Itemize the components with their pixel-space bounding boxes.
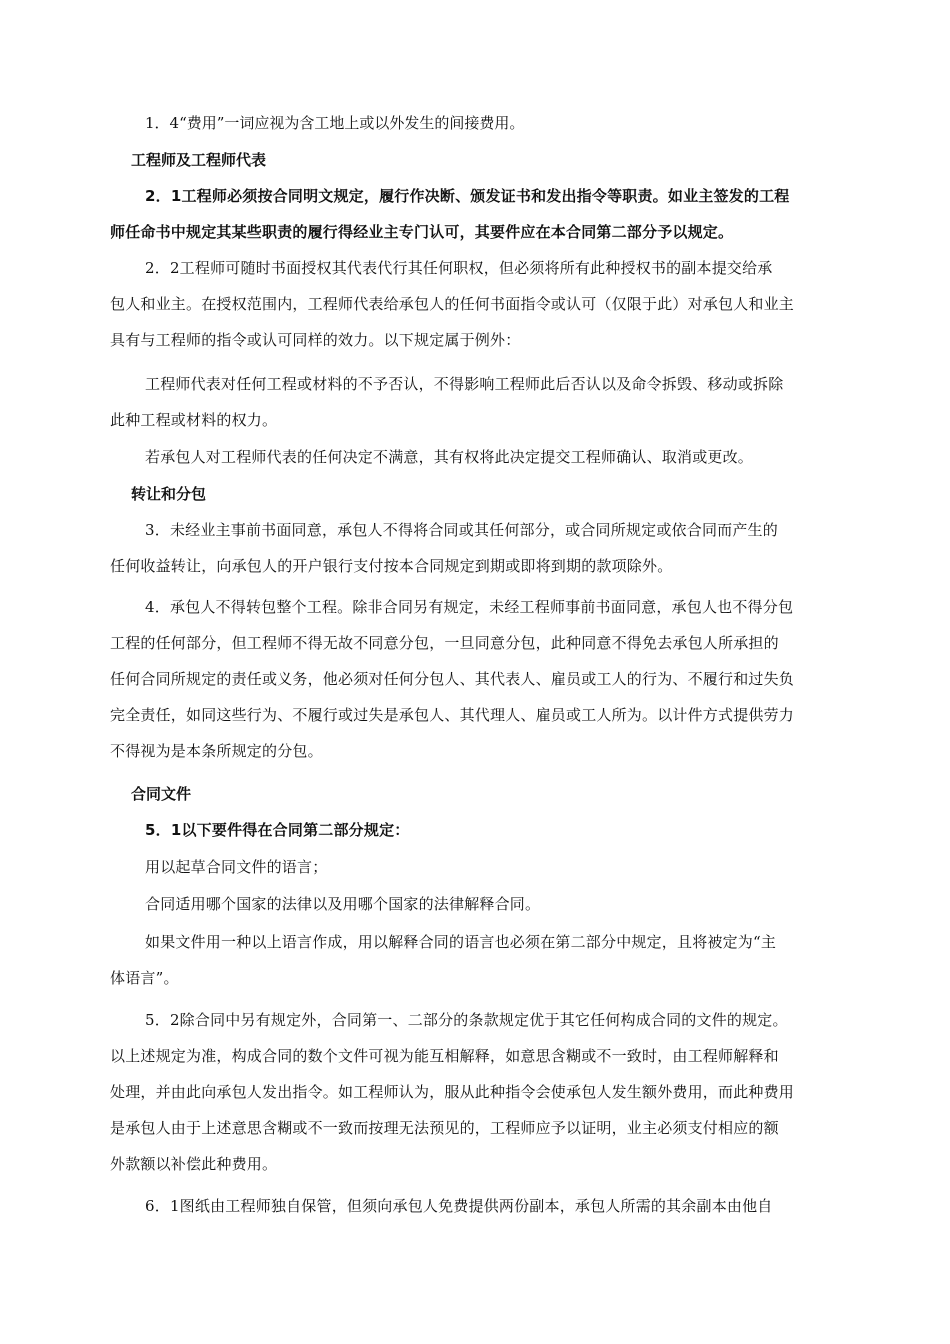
heading-assignment: 转让和分包: [131, 485, 207, 503]
para-4-line-4: 完全责任，如同这些行为、不履行或过失是承包人、其代理人、雇员或工人所为。以计件方式提供劳力: [110, 706, 795, 724]
para-2-2-a-line-2: 此种工程或材料的权力。: [110, 411, 278, 429]
para-2-2-line-3: 具有与工程师的指令或认可同样的效力。以下规定属于例外：: [110, 331, 521, 349]
para-5-1-c-line-1: 如果文件用一种以上语言作成，用以解释合同的语言也必须在第二部分中规定，且将被定为“主: [145, 933, 777, 951]
para-4-line-1: 4．承包人不得转包整个工程。除非合同另有规定，未经工程师事前书面同意，承包人也不得分包: [145, 598, 794, 616]
para-5-1-b: 合同适用哪个国家的法律以及用哪个国家的法律解释合同。: [145, 895, 541, 913]
para-3-line-1: 3．未经业主事前书面同意，承包人不得将合同或其任何部分，或合同所规定或依合同而产生的: [145, 521, 778, 539]
para-5-1: 5．1以下要件得在合同第二部分规定：: [145, 821, 410, 839]
para-5-2-line-5: 外款额以补偿此种费用。: [110, 1155, 278, 1173]
para-5-2-line-2: 以上述规定为准，构成合同的数个文件可视为能互相解释，如意思含糊或不一致时，由工程师解释和: [110, 1047, 779, 1065]
heading-engineer: 工程师及工程师代表: [131, 151, 267, 169]
para-4-line-5: 不得视为是本条所规定的分包。: [110, 742, 323, 760]
para-5-2-line-3: 处理，并由此向承包人发出指令。如工程师认为，服从此种指令会使承包人发生额外费用，而此种费用: [110, 1083, 795, 1101]
para-2-2-a-line-1: 工程师代表对任何工程或材料的不予否认，不得影响工程师此后否认以及命令拆毁、移动或拆除: [145, 375, 784, 393]
para-5-2-line-1: 5．2除合同中另有规定外，合同第一、二部分的条款规定优于其它任何构成合同的文件的规定。: [145, 1011, 788, 1029]
para-5-1-c-line-2: 体语言”。: [110, 969, 179, 987]
para-5-2-line-4: 是承包人由于上述意思含糊或不一致而按理无法预见的，工程师应予以证明，业主必须支付相应的额: [110, 1119, 779, 1137]
para-3-line-2: 任何收益转让，向承包人的开户银行支付按本合同规定到期或即将到期的款项除外。: [110, 557, 673, 575]
para-6-1: 6．1图纸由工程师独自保管，但须向承包人免费提供两份副本，承包人所需的其余副本由他自: [145, 1197, 773, 1215]
para-2-2-line-2: 包人和业主。在授权范围内，工程师代表给承包人的任何书面指令或认可（仅限于此）对承包人和业主: [110, 295, 795, 313]
para-2-1-line-2: 师任命书中规定其某些职责的履行得经业主专门认可，其要件应在本合同第二部分予以规定。: [110, 223, 734, 241]
para-2-1-line-1: 2．1工程师必须按合同明文规定，履行作决断、颁发证书和发出指令等职责。如业主签发的工程: [145, 187, 790, 205]
heading-documents: 合同文件: [131, 785, 192, 803]
para-4-line-3: 任何合同所规定的责任或义务，他必须对任何分包人、其代表人、雇员或工人的行为、不履行和过失负: [110, 670, 795, 688]
para-4-line-2: 工程的任何部分，但工程师不得无故不同意分包，一旦同意分包，此种同意不得免去承包人所承担的: [110, 634, 779, 652]
para-5-1-a: 用以起草合同文件的语言；: [145, 858, 328, 876]
para-2-2-b: 若承包人对工程师代表的任何决定不满意，其有权将此决定提交工程师确认、取消或更改。: [145, 448, 754, 466]
para-1-4: 1．4“费用”一词应视为含工地上或以外发生的间接费用。: [145, 114, 525, 132]
para-2-2-line-1: 2．2工程师可随时书面授权其代表代行其任何职权，但必须将所有此种授权书的副本提交给承: [145, 259, 773, 277]
